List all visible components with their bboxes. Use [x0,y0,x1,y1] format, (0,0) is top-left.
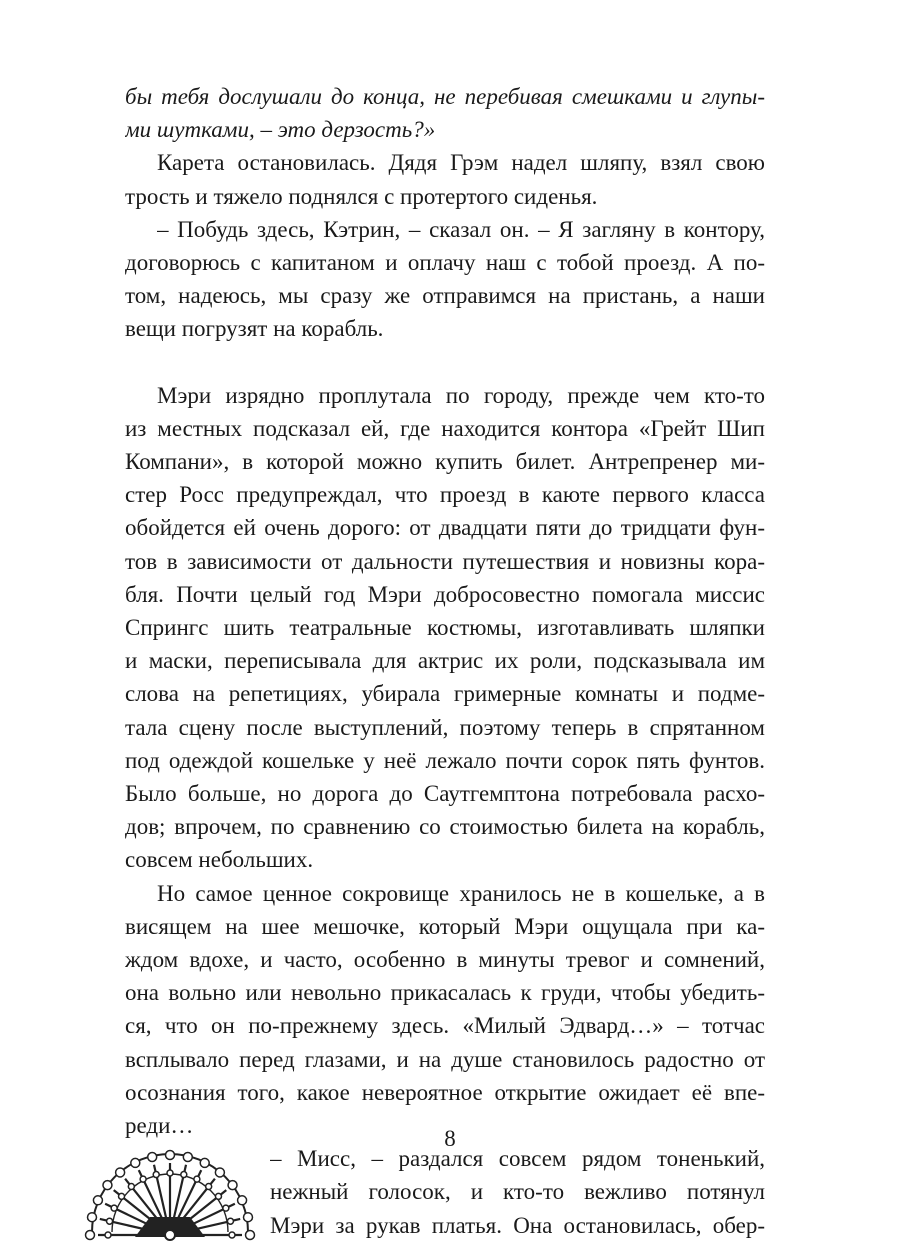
fan-bead [215,1168,224,1177]
fan-bead [140,1176,146,1182]
text-line: Было больше, но дорога до Саутгемптона потребовала расхо- [125,781,765,806]
text-line: бля. Почти целый год Мэри добросовестно помогала миссис [125,581,765,607]
text-line: ми шутками, – это дерзость?» [125,117,436,143]
fan-bead [167,1170,173,1176]
text-line: тала сцену после выступлений, поэтому теперь в спрятанном [125,714,765,740]
fan-bead [243,1213,252,1222]
text-line: осознания того, какое невероятное открытие ожидает её впе- [125,1079,765,1105]
fan-bead [86,1231,95,1240]
text-line: Карета остановилась. Дядя Грэм надел шляпу, взял свою [157,150,765,176]
fan-bead [206,1184,212,1190]
fan-bead [246,1231,255,1240]
fan-bead [228,1181,237,1190]
fan-bead [223,1205,229,1211]
text-line: бы тебя дослушали до конца, не перебивая смешками и глупы- [125,84,765,109]
fan-bead [111,1205,117,1211]
text-line: висящем на шее мешочке, который Мэри ощущала при ка- [125,913,765,939]
fan-bead [238,1196,247,1205]
text-line: совсем небольших. [125,847,314,873]
text-line: тов в зависимости от дальности путешествия и новизны кора- [125,548,765,574]
text-line: Но самое ценное сокровище хранилось не в кошельке, а в [157,880,765,906]
fan-bead [105,1232,111,1238]
fan-bead [116,1168,125,1177]
text-line: – Мисс, – раздался совсем рядом тоненький, [270,1146,765,1172]
text-line: она вольно или невольно прикасалась к груди, чтобы убедить- [125,980,765,1006]
text-line: Спрингс шить театральные костюмы, изготавливать шляпки [125,615,765,640]
text-line: – Побудь здесь, Кэтрин, – сказал он. – Я загляну в контору, [157,216,765,242]
text-line: реди… [125,1113,194,1138]
page-number: 8 [444,1126,456,1151]
text-line: Компани», в которой можно купить билет. Антрепренер ми- [125,449,765,474]
fan-bead [215,1194,221,1200]
text-line: дов; впрочем, по сравнению со стоимостью билета на корабль, [125,814,765,840]
fan-bead [148,1153,157,1162]
fan-bead [194,1176,200,1182]
text-line: обойдется ей очень дорого: от двадцати пяти до тридцати фун- [125,515,765,541]
text-line: нежный голосок, и кто-то вежливо потянул [270,1179,765,1205]
fan-bead [183,1153,192,1162]
fan-bead [227,1218,233,1224]
text-line: том, надеюсь, мы сразу же отправимся на пристань, а наши [125,283,765,309]
fan-bead [107,1218,113,1224]
fan-bead [200,1159,209,1168]
text-line: трость и тяжело поднялся с протертого сиденья. [125,183,598,209]
text-line: и маски, переписывала для актрис их роли, подсказывала им [125,648,765,674]
fan-bead [181,1172,187,1178]
text-line: стер Росс предупреждал, что проезд в каюте первого класса [125,482,765,508]
text-line: из местных подсказал ей, где находится контора «Грейт Шип [125,415,765,441]
fan-bead [119,1194,125,1200]
fan-bead [128,1184,134,1190]
text-line: договорюсь с капитаном и оплачу наш с тобой проезд. А по- [125,250,765,275]
text-line: всплывало перед глазами, и на душе становилось радостно от [125,1046,765,1072]
text-line: Мэри за рукав платья. Она остановилась, обер- [270,1212,765,1238]
text-line: слова на репетициях, убирала гримерные комнаты и подме- [125,681,765,707]
text-line: под одеждой кошельке у неё лежало почти сорок пять фунтов. [125,747,765,773]
fan-bead [131,1159,140,1168]
fan-bead [93,1196,102,1205]
text-line: ждом вдохе, и часто, особенно в минуты тревог и сомнений, [125,947,765,972]
fan-bead [103,1181,112,1190]
text-line: вещи погрузят на корабль. [125,316,384,342]
text-line: Мэри изрядно проплутала по городу, прежде чем кто-то [157,382,765,408]
fan-bead [229,1232,235,1238]
fan-bead [153,1172,159,1178]
text-line: ся, что он по-прежнему здесь. «Милый Эдвард…» – тотчас [125,1013,765,1039]
fan-bead [88,1213,97,1222]
